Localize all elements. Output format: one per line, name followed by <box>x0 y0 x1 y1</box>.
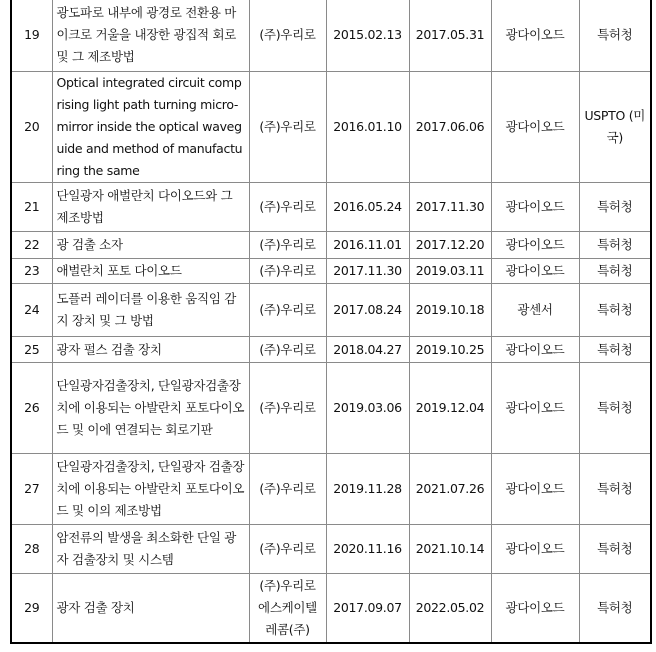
cell-title: 광자 펄스 검출 장치 <box>52 337 249 363</box>
cell-no: 22 <box>11 232 52 259</box>
cell-registered: 2022.05.02 <box>409 574 491 643</box>
cell-filed: 2016.01.10 <box>326 72 409 183</box>
cell-field: 광다이오드 <box>491 259 579 284</box>
cell-office: 특허청 <box>579 574 651 643</box>
table-row <box>11 183 651 232</box>
cell-office: 특허청 <box>579 363 651 454</box>
table-row <box>11 454 651 525</box>
table-row <box>11 574 651 643</box>
cell-title: 단일광자검출장치, 단일광자검출장치에 이용되는 아발란치 포토다이오드 및 이에 연결되는 회로기판 <box>52 363 249 454</box>
cell-field: 광다이오드 <box>491 0 579 72</box>
cell-no: 20 <box>11 72 52 183</box>
cell-applicant: (주)우리로 <box>249 337 326 363</box>
table-row <box>11 337 651 363</box>
cell-field: 광다이오드 <box>491 232 579 259</box>
cell-title: 광자 검출 장치 <box>52 574 249 643</box>
cell-office: 특허청 <box>579 183 651 232</box>
cell-filed: 2016.05.24 <box>326 183 409 232</box>
cell-no: 19 <box>11 0 52 72</box>
cell-applicant: (주)우리로 <box>249 284 326 337</box>
cell-applicant: (주)우리로 <box>249 454 326 525</box>
patent-table <box>10 0 652 644</box>
table-row <box>11 259 651 284</box>
cell-filed: 2017.08.24 <box>326 284 409 337</box>
cell-filed: 2019.03.06 <box>326 363 409 454</box>
cell-no: 29 <box>11 574 52 643</box>
cell-applicant: (주)우리로 <box>249 363 326 454</box>
cell-title: 암전류의 발생을 최소화한 단일 광자 검출장치 및 시스템 <box>52 525 249 574</box>
cell-office: USPTO (미국) <box>579 72 651 183</box>
cell-applicant: (주)우리로 <box>249 72 326 183</box>
cell-office: 특허청 <box>579 284 651 337</box>
cell-field: 광다이오드 <box>491 72 579 183</box>
cell-applicant: (주)우리로 <box>249 259 326 284</box>
cell-title: 단일광자검출장치, 단일광자 검출장치에 이용되는 아발란치 포토다이오드 및 이의 제조방법 <box>52 454 249 525</box>
table-row <box>11 363 651 454</box>
cell-filed: 2019.11.28 <box>326 454 409 525</box>
cell-field: 광다이오드 <box>491 574 579 643</box>
cell-registered: 2019.10.18 <box>409 284 491 337</box>
cell-no: 28 <box>11 525 52 574</box>
cell-registered: 2021.10.14 <box>409 525 491 574</box>
cell-title: 도플러 레이더를 이용한 움직임 감지 장치 및 그 방법 <box>52 284 249 337</box>
cell-office: 특허청 <box>579 454 651 525</box>
cell-filed: 2018.04.27 <box>326 337 409 363</box>
cell-registered: 2017.11.30 <box>409 183 491 232</box>
cell-office: 특허청 <box>579 337 651 363</box>
table-row <box>11 284 651 337</box>
cell-field: 광다이오드 <box>491 363 579 454</box>
cell-title: Optical integrated circuit comprising light path turning micro-mirror inside the optical waveguide and method of manufacturing the same <box>52 72 249 183</box>
table-row <box>11 72 651 183</box>
table-row <box>11 232 651 259</box>
cell-field: 광다이오드 <box>491 454 579 525</box>
cell-office: 특허청 <box>579 0 651 72</box>
cell-no: 21 <box>11 183 52 232</box>
cell-office: 특허청 <box>579 259 651 284</box>
cell-registered: 2019.12.04 <box>409 363 491 454</box>
cell-filed: 2015.02.13 <box>326 0 409 72</box>
table-row <box>11 0 651 72</box>
cell-applicant: (주)우리로 <box>249 525 326 574</box>
cell-title: 단일광자 애벌란치 다이오드와 그 제조방법 <box>52 183 249 232</box>
cell-applicant: (주)우리로 <box>249 183 326 232</box>
cell-registered: 2021.07.26 <box>409 454 491 525</box>
cell-no: 27 <box>11 454 52 525</box>
cell-filed: 2017.09.07 <box>326 574 409 643</box>
cell-field: 광센서 <box>491 284 579 337</box>
cell-applicant: (주)우리로 <box>249 232 326 259</box>
cell-no: 26 <box>11 363 52 454</box>
cell-title: 광도파로 내부에 광경로 전환용 마이크로 거울을 내장한 광집적 회로 및 그 제조방법 <box>52 0 249 72</box>
table-row <box>11 525 651 574</box>
cell-applicant: (주)우리로 에스케이텔레콤(주) <box>249 574 326 643</box>
cell-no: 24 <box>11 284 52 337</box>
cell-registered: 2017.06.06 <box>409 72 491 183</box>
cell-office: 특허청 <box>579 525 651 574</box>
cell-title: 광 검출 소자 <box>52 232 249 259</box>
cell-title: 애벌란치 포토 다이오드 <box>52 259 249 284</box>
cell-filed: 2017.11.30 <box>326 259 409 284</box>
cell-filed: 2020.11.16 <box>326 525 409 574</box>
cell-filed: 2016.11.01 <box>326 232 409 259</box>
cell-field: 광다이오드 <box>491 183 579 232</box>
cell-office: 특허청 <box>579 232 651 259</box>
cell-no: 25 <box>11 337 52 363</box>
cell-registered: 2017.05.31 <box>409 0 491 72</box>
cell-registered: 2019.10.25 <box>409 337 491 363</box>
cell-applicant: (주)우리로 <box>249 0 326 72</box>
cell-no: 23 <box>11 259 52 284</box>
cell-field: 광다이오드 <box>491 525 579 574</box>
cell-registered: 2017.12.20 <box>409 232 491 259</box>
cell-field: 광다이오드 <box>491 337 579 363</box>
cell-registered: 2019.03.11 <box>409 259 491 284</box>
